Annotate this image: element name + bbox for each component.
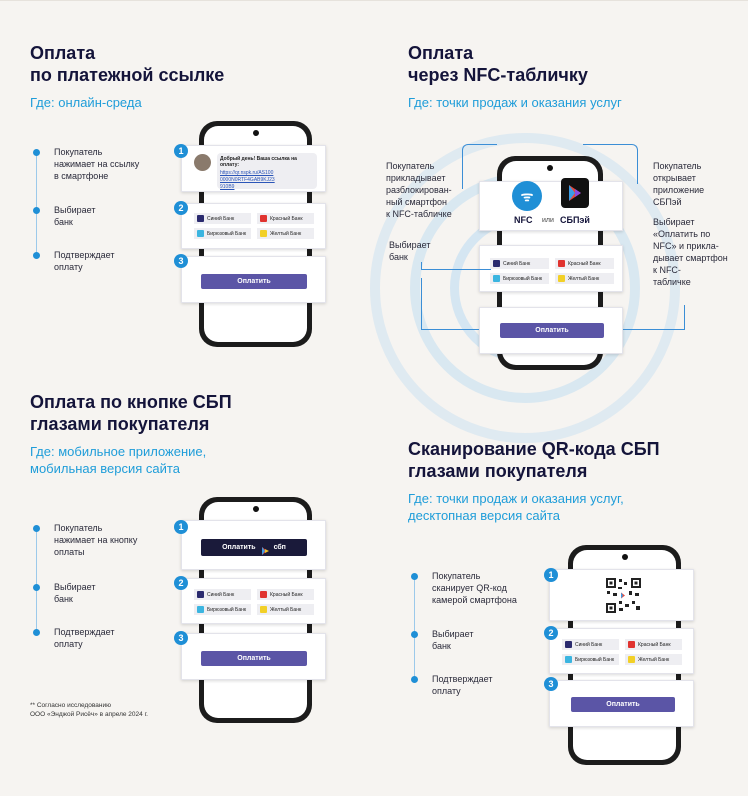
step-number: 1: [174, 520, 188, 534]
nfc-options-card: [479, 181, 623, 231]
arrow-connector: [421, 278, 479, 330]
arrow-connector: [462, 144, 497, 189]
qr-code-icon: [605, 577, 642, 614]
avatar: [194, 154, 211, 171]
step-number: 1: [174, 144, 188, 158]
bullet-item: Подтверждает оплату: [33, 626, 114, 650]
bullet-item: Покупатель сканирует QR-код камерой смартфона: [411, 570, 517, 606]
section-where: Где: точки продаж и оказания услуг, десктопная версия сайта: [408, 491, 624, 523]
bank-option[interactable]: Синий Банк: [490, 258, 549, 269]
section-payment-link: [30, 42, 224, 111]
bank-option[interactable]: Бирюзовый Банк: [490, 273, 549, 284]
bank-option[interactable]: Бирюзовый Банк: [194, 604, 251, 615]
or-label: или: [542, 217, 554, 224]
bank-option[interactable]: Бирюзовый Банк: [562, 654, 619, 665]
arrow-connector: [623, 305, 685, 330]
bullet-item: Подтверждает оплату: [411, 673, 492, 697]
bank-option[interactable]: Красный Банк: [625, 639, 682, 650]
section-sbp-button: [30, 391, 232, 477]
bank-list: [490, 258, 614, 284]
confirm-card: [549, 680, 694, 727]
pay-button[interactable]: Оплатить: [201, 274, 307, 289]
nfc-step-label: Выбирает банк: [389, 240, 431, 262]
bullet-item: Покупатель нажимает на ссылку в смартфоне: [33, 146, 139, 182]
step-number: 3: [544, 677, 558, 691]
section-title: Оплата по платежной ссылке: [30, 43, 225, 85]
qr-card: [549, 569, 694, 621]
pay-button[interactable]: Оплатить: [500, 323, 604, 338]
top-divider: [0, 0, 748, 6]
footnote: ** Согласно исследованию ООО «Энджой Рисёч» в апреле 2024 г.: [30, 702, 148, 718]
sbp-button-card: [181, 520, 326, 570]
bank-option[interactable]: Желтый Банк: [625, 654, 682, 665]
step-number: 2: [174, 576, 188, 590]
confirm-card: [181, 633, 326, 680]
step-number: 3: [174, 254, 188, 268]
bank-option[interactable]: Синий Банк: [194, 589, 251, 600]
bank-list: [194, 213, 314, 239]
payment-link[interactable]: https://qr.nspk.ru/AS1000000N0RTF4GAB9KJ23910B9: [220, 170, 275, 190]
bank-option[interactable]: Красный Банк: [257, 213, 314, 224]
bullet-item: Выбирает банк: [33, 204, 96, 228]
sbp-logo-icon: [261, 543, 271, 553]
bullet-item: Подтверждает оплату: [33, 249, 114, 273]
bank-select-card: [181, 203, 326, 249]
section-title: Сканирование QR-кода СБП глазами покупателя: [408, 439, 660, 481]
step-number: 2: [544, 626, 558, 640]
step-number: 2: [174, 201, 188, 215]
bank-option[interactable]: Желтый Банк: [257, 604, 314, 615]
sbpay-label: СБПэй: [560, 215, 590, 225]
message-title: Добрый день! Ваша ссылка на оплату:: [220, 156, 297, 168]
pay-button[interactable]: Оплатить: [571, 697, 675, 712]
bank-option[interactable]: Синий Банк: [194, 213, 251, 224]
section-nfc: [408, 42, 622, 111]
message-card: [181, 145, 326, 192]
nfc-step-label: Выбирает «Оплатить по NFC» и прикла- дывает смартфон к NFC- табличке: [653, 217, 728, 287]
section-title: Оплата через NFC-табличку: [408, 43, 588, 85]
bank-select-card: [549, 628, 694, 674]
bank-list: [194, 589, 314, 615]
confirm-card: [479, 307, 623, 354]
step-number: 1: [544, 568, 558, 582]
wifi-icon[interactable]: ᯤ: [512, 181, 542, 211]
confirm-card: [181, 256, 326, 303]
arrow-connector: [421, 262, 491, 270]
step-number: 3: [174, 631, 188, 645]
bank-option[interactable]: Желтый Банк: [555, 273, 614, 284]
section-title: Оплата по кнопке СБП глазами покупателя: [30, 392, 232, 434]
bank-option[interactable]: Желтый Банк: [257, 228, 314, 239]
nfc-step-label: Покупатель прикладывает разблокирован- ный смартфон к NFC-табличке: [386, 161, 452, 219]
bank-option[interactable]: Бирюзовый Банк: [194, 228, 251, 239]
bullet-item: Покупатель нажимает на кнопку оплаты: [33, 522, 137, 558]
bank-option[interactable]: Синий Банк: [562, 639, 619, 650]
arrow-connector: [583, 144, 638, 184]
section-qr: [408, 438, 660, 524]
section-where: Где: мобильное приложение, мобильная версия сайта: [30, 444, 207, 476]
section-where: Где: онлайн-среда: [30, 95, 142, 110]
nfc-step-label: Покупатель открывает приложение СБПэй: [653, 161, 705, 207]
bank-list: [562, 639, 682, 665]
bullet-item: Выбирает банк: [411, 628, 474, 652]
bank-select-card: [479, 245, 623, 292]
bank-option[interactable]: Красный Банк: [257, 589, 314, 600]
nfc-label: NFC: [514, 215, 533, 225]
pay-button[interactable]: Оплатить: [201, 651, 307, 666]
sbp-pay-button[interactable]: Оплатить сбп: [201, 539, 307, 556]
bank-option[interactable]: Красный Банк: [555, 258, 614, 269]
bank-select-card: [181, 578, 326, 624]
bullet-item: Выбирает банк: [33, 581, 96, 605]
section-where: Где: точки продаж и оказания услуг: [408, 95, 622, 110]
